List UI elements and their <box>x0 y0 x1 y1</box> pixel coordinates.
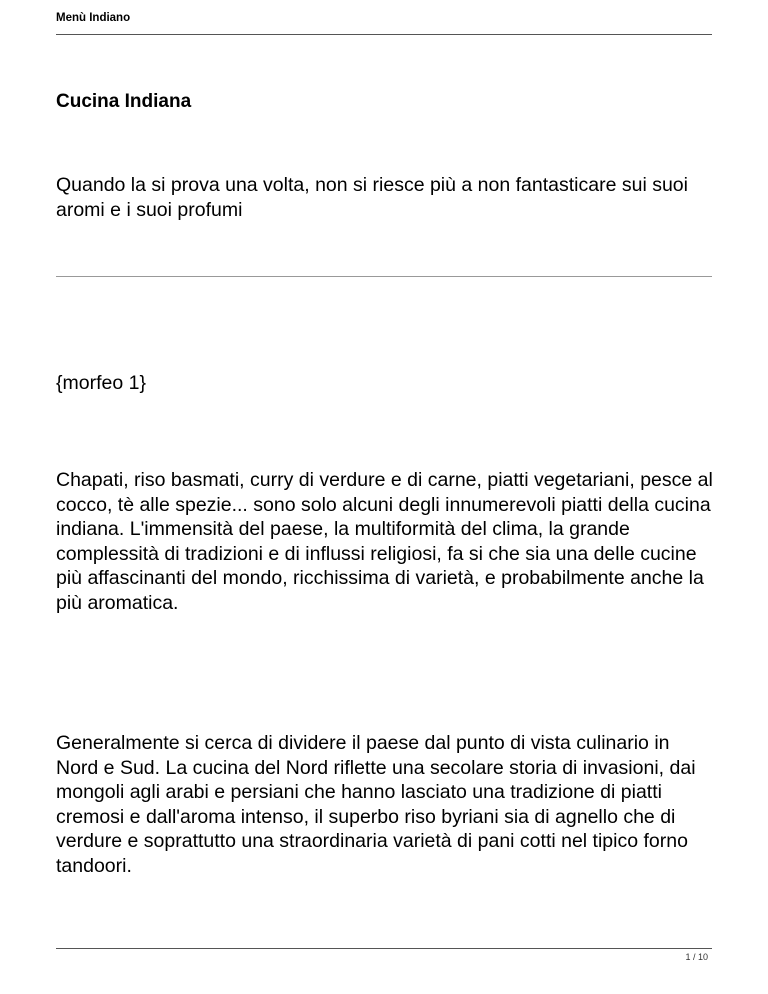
page-number: 1 / 10 <box>685 952 708 962</box>
body-paragraph-2: Generalmente si cerca di dividere il paese dal punto di vista culinario in Nord e Sud. La cucina del Nord riflette una secolare storia di invasioni, dai mongoli agli arabi e persiani che hanno lasciato una tradizione di piatti cremosi e dall'aroma intenso, il superbo riso byriani sia di agnello che di verdure e soprattutto una straordinaria varietà di pani cotti nel tipico forno tandoori. <box>56 732 696 877</box>
gallery-placeholder-tag: {morfeo 1} <box>56 372 146 394</box>
content-divider <box>56 276 712 277</box>
header-divider <box>56 34 712 35</box>
article-subtitle: Quando la si prova una volta, non si riesce più a non fantasticare sui suoi aromi e i suoi profumi <box>56 174 688 221</box>
section-heading: Cucina Indiana <box>56 91 192 112</box>
body-paragraph-1: Chapati, riso basmati, curry di verdure e di carne, piatti vegetariani, pesce al cocco, tè alle spezie... sono solo alcuni degli innumerevoli piatti della cucina indiana. L'immensità del paese, la multiformità del clima, la grande complessità di tradizioni e di influssi religiosi, fa si che sia una delle cucine più affascinanti del mondo, ricchissima di varietà, e probabilmente anche la più aromatica. <box>56 469 713 614</box>
page-header-title: Menù Indiano <box>56 12 131 24</box>
footer-divider <box>56 948 712 949</box>
